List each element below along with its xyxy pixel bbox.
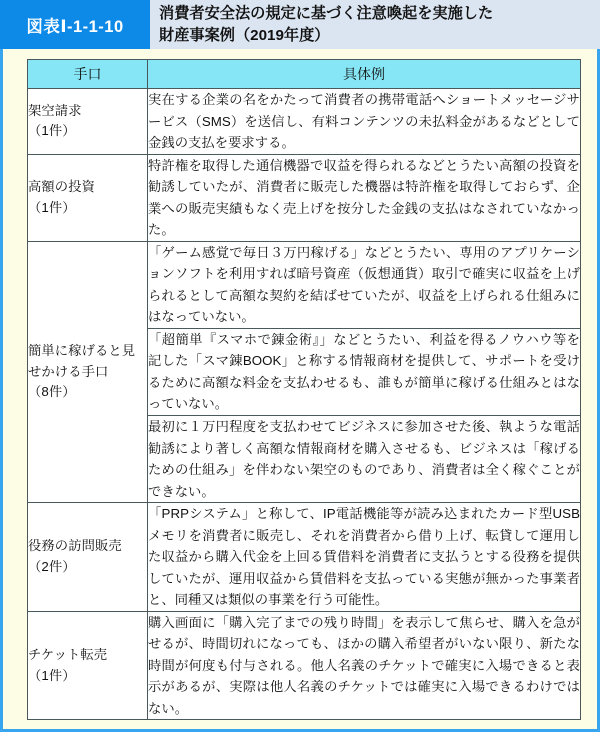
method-count: （2件） [28,558,76,574]
method-name: 架空請求 [28,102,82,118]
method-count: （1件） [28,667,76,683]
figure-number-label: 図表Ⅰ-1-1-10 [0,0,150,49]
example-cell: 購入画面に「購入完了までの残り時間」を表示して焦らせ、購入を急がせるが、時間切れになっても、ほかの購入希望者がいない限り、新たな時間が何度も付与される。他人名義のチケットで確実に入場できると表示があるが、実際は他人名義のチケットでは確実に入場できるわけではない。 [148,611,581,720]
figure-title-line-2: 財産事案例（2019年度） [159,26,330,44]
method-name: チケット転売 [28,646,108,662]
method-name: 役務の訪問販売 [28,538,122,554]
example-cell: 「PRPシステム」と称して、IP電話機能等が読み込まれたカード型USBメモリを消費者に販売し、それを消費者から借り上げ、転貸して運用した収益から購入代金を上回る賃借料を消費者に支払うとする役務を提供していたが、運用収益から賃借料を支払っている実態が無かった事業者と、同種又は類似の事業を行う可能性。 [148,503,581,612]
column-header-method: 手口 [28,60,148,89]
method-name: 簡単に稼げると見せかける手口 [28,342,136,379]
table-wrapper [3,49,597,720]
method-count: （8件） [28,384,76,400]
table-row [28,154,581,241]
method-count: （1件） [28,123,76,139]
table-header [28,60,581,89]
table-row [28,89,581,155]
method-count: （1件） [28,199,76,215]
methods-table [27,59,581,720]
method-name: 高額の投資 [28,179,95,195]
method-cell [28,89,148,155]
table-row [28,503,581,612]
table-row [28,611,581,720]
figure-title-bar [0,0,600,49]
column-header-example: 具体例 [148,60,581,89]
example-cell: 「超簡単『スマホで錬金術』」などとうたい、利益を得るノウハウ等を記した「スマ錬BOOK」と称する情報商材を提供して、サポートを受けるために高額な料金を支払わせるも、誰もが簡単に稼げる仕組みとはなっていない。 [148,328,581,415]
table-body [28,89,581,720]
table-header-row [28,60,581,89]
figure-title [150,0,600,49]
method-cell [28,611,148,720]
figure-title-line-1: 消費者安全法の規定に基づく注意喚起を実施した [159,4,494,22]
method-cell [28,154,148,241]
example-cell: 実在する企業の名をかたって消費者の携帯電話へショートメッセージサービス（SMS）を送信し、有料コンテンツの未払料金があるなどとして金銭の支払を要求する。 [148,89,581,155]
example-cell: 最初に１万円程度を支払わせてビジネスに参加させた後、執ような電話勧誘により著しく高額な情報商材を購入させるも、ビジネスは「稼げるための仕組み」を伴わない架空のものであり、消費者は全く稼ぐことができない。 [148,415,581,502]
table-row [28,241,581,328]
method-cell [28,503,148,612]
example-cell: 特許権を取得した通信機器で収益を得られるなどとうたい高額の投資を勧誘していたが、消費者に販売した機器は特許権を取得しておらず、企業への販売実績もなく売上げを按分した金銭の支払はなされていなかった。 [148,154,581,241]
example-cell: 「ゲーム感覚で毎日３万円稼げる」などとうたい、専用のアプリケーションソフトを利用すれば暗号資産（仮想通貨）取引で確実に収益を上げられるとして高額な契約を結ばせていたが、収益を上げられる仕組みにはなっていない。 [148,241,581,328]
method-cell [28,241,148,502]
